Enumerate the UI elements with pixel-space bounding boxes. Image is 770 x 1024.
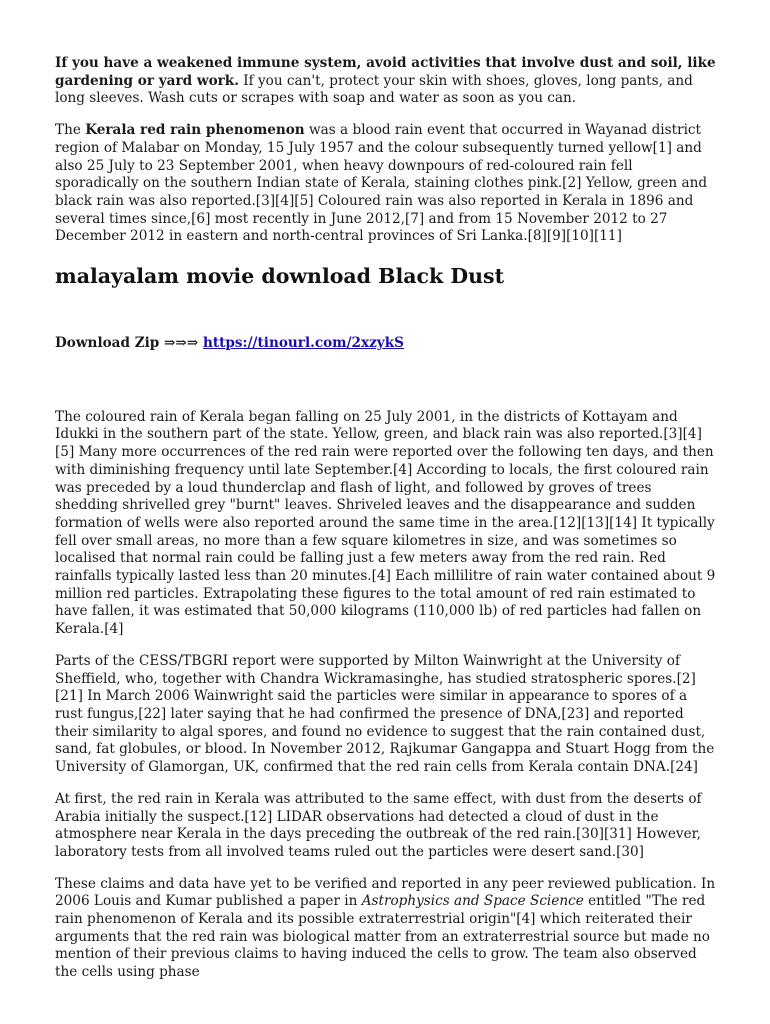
intro-paragraph [55,55,717,108]
intro-bold-text: If you have a weakened immune system, avoid activities that involve dust and soil, like gardening or yard work. [55,55,716,89]
body-paragraph-4 [55,876,717,982]
body-paragraph-3: At first, the red rain in Kerala was attributed to the same effect, with dust from the deserts of Arabia initially the suspect.[12] LIDAR observations had detected a cloud of dust in the atmosphere near Kerala in the days preceding the outbreak of the red rain.[30][31] However, laboratory tests from all involved teams ruled out the particles were desert sand.[30] [55,790,702,860]
download-line [55,335,717,353]
journal-title: Astrophysics and Space Science [361,893,584,910]
body-paragraph-4-text-a: These claims and data have yet to be verified and reported in any peer reviewed publication. In 2006 Louis and Kumar published a paper in [55,875,716,910]
download-label: Download Zip ⇒⇒⇒ [55,335,203,352]
page-heading: malayalam movie download Black Dust [55,264,505,289]
kerala-text: was a blood rain event that occurred in Wayanad district region of Malabar on Monday, 15 July 1957 and the colour subsequently turned yellow[1] and also 25 July to 23 September 2001, when heavy downpours of red-coloured rain fell sporadically on the southern Indian state of Kerala, staining clothes pink.[2] Yellow, green and black rain was also reported.[3][4][5] Coloured rain was also reported in Kerala in 1896 and several times since,[6] most recently in June 2012,[7] and from 15 November 2012 to 27 December 2012 in eastern and north-central provinces of Sri Lanka.[8][9][10][11] [55,122,708,245]
kerala-paragraph [55,122,717,246]
download-link[interactable]: https://tinourl.com/2xzykS [202,335,404,352]
document-page [55,55,717,982]
kerala-bold-text: Kerala red rain phenomenon [85,122,305,139]
body-paragraph-2: Parts of the CESS/TBGRI report were supported by Milton Wainwright at the University of Sheffield, who, together with Chandra Wickramasinghe, has studied stratospheric spores.[2][21] In March 2006 Wainwright said the particles were similar in appearance to spores of a rust fungus,[22] later saying that he had confirmed the presence of DNA,[23] and reported their similarity to algal spores, and found no evidence to suggest that the rain contained dust, sand, fat globules, or blood. In November 2012, Rajkumar Gangappa and Stuart Hogg from the University of Glamorgan, UK, confirmed that the red rain cells from Kerala contain DNA.[24] [55,652,715,776]
body-paragraph-1: The coloured rain of Kerala began falling on 25 July 2001, in the districts of Kottayam and Idukki in the southern part of the state. Yellow, green, and black rain was also reported.[3][4][5] Many more occurrences of the red rain were reported over the following ten days, and then with diminishing frequency until late September.[4] According to locals, the first coloured rain was preceded by a loud thunderclap and flash of light, and followed by groves of trees shedding shrivelled grey "burnt" leaves. Shriveled leaves and the disappearance and sudden formation of wells were also reported around the same time in the area.[12][13][14] It typically fell over small areas, no more than a few square kilometres in size, and was sometimes so localised that normal rain could be falling just a few meters away from the red rain. Red rainfalls typically lasted less than 20 minutes.[4] Each millilitre of rain water contained about 9 million red particles. Extrapolating these figures to the total amount of red rain estimated to have fallen, it was estimated that 50,000 kilograms (110,000 lb) of red particles had fallen on Kerala.[4] [55,408,716,638]
body-paragraph-4-text-b: entitled "The red rain phenomenon of Kerala and its possible extraterrestrial origin"[4] which reiterated their arguments that the red rain was biological matter from an extraterrestrial source but made no mention of their previous claims to having induced the cells to grow. The team also observed the cells using phase [55,893,710,981]
kerala-lead-text: The [55,122,86,139]
intro-text: If you can't, protect your skin with shoes, gloves, long pants, and long sleeves. Wash cuts or scrapes with soap and water as soon as you can. [55,72,693,107]
